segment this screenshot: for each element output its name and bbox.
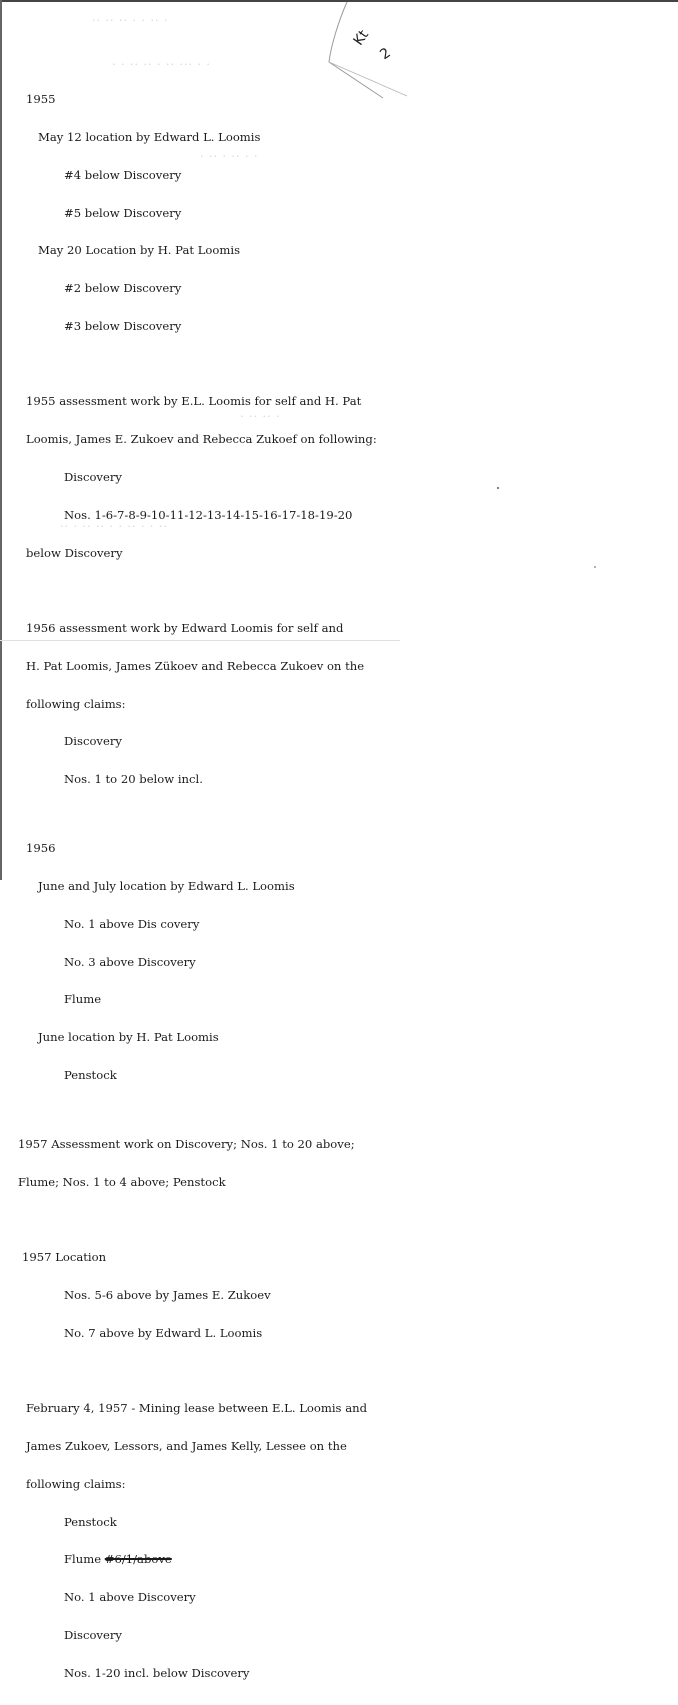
bleed-through-text: · ·· · ·· · · [200,150,259,163]
text-line: No. 1 above Discovery [64,1590,196,1605]
text-line: #3 below Discovery [64,318,182,333]
text-line: below Discovery [26,545,123,560]
text-line: June and July location by Edward L. Loomis [38,879,295,893]
document-text [18,68,377,1705]
bleed-through-text: ·· ·· ·· · · ·· · [92,14,169,27]
text-line: #5 below Discovery [64,205,182,220]
text-line: 1955 [26,92,56,107]
bleed-through-text: · ·· ·· · [240,410,281,423]
text-line: Discovery [64,470,122,484]
text-line: May 20 Location by H. Pat Loomis [38,243,241,258]
text-line: No. 7 above by Edward L. Loomis [64,1325,263,1340]
text-line: 1956 [26,841,56,856]
text-line: James Zukoev, Lessors, and James Kelly, Lessee on the [26,1439,347,1454]
text-line: February 4, 1957 - Mining lease between E.L. Loomis and [26,1401,367,1416]
text-line: 1957 Assessment work on Discovery; Nos. 1 to 20 above; [18,1136,355,1151]
text-line: #4 below Discovery [64,167,182,182]
text-line: 1956 assessment work by Edward Loomis for self and [26,621,344,636]
text-line: Nos. 1-6-7-8-9-10-11-12-13-14-15-16-17-18-19-20 [64,507,353,522]
text-line: Nos. 1-20 incl. below Discovery [64,1665,250,1680]
text-line: Discovery [64,1628,122,1643]
bleed-through-text: ·· · ·· ·· · · ·· · · ·· [60,520,168,533]
text-line: Discovery [64,734,122,749]
text-line: #2 below Discovery [64,281,182,296]
text-line: Penstock [64,1067,117,1082]
text-line: Loomis, James E. Zukoev and Rebecca Zukoef on following: [26,432,377,447]
paper-speck [594,566,596,568]
text-line: Penstock [64,1514,117,1529]
text-line: No. 1 above Dis covery [64,916,200,931]
text-line: following claims: [26,1476,126,1491]
text-line: Nos. 5-6 above by James E. Zukoev [64,1288,271,1302]
bleed-through-text: · · ·· ·· · ·· ··· · · [112,58,211,71]
text-line: 1957 Location [22,1250,107,1265]
page-fold-line [0,640,400,641]
text-line: Flume; Nos. 1 to 4 above; Penstock [18,1174,226,1189]
text-line: Flume [64,992,102,1007]
text-line: Nos. 1 to 20 below incl. [64,772,203,787]
text-line: May 12 location by Edward L. Loomis [38,129,261,144]
text-line: June location by H. Pat Loomis [38,1030,219,1045]
corner-mark-number: 2 [377,44,394,64]
struck-out-text: #6/1/above [104,1552,172,1567]
flume-label: Flume [64,1552,102,1567]
paper-speck [497,487,499,489]
text-line: following claims: [26,696,126,711]
text-line: H. Pat Loomis, James Zükoev and Rebecca Zukoev on the [26,658,365,673]
text-line: No. 3 above Discovery [64,954,196,969]
corner-mark-initials: Kt [350,27,373,49]
text-line [26,1553,377,1566]
page-edge-left [0,0,2,880]
text-line: 1955 assessment work by E.L. Loomis for self and H. Pat [26,394,362,409]
